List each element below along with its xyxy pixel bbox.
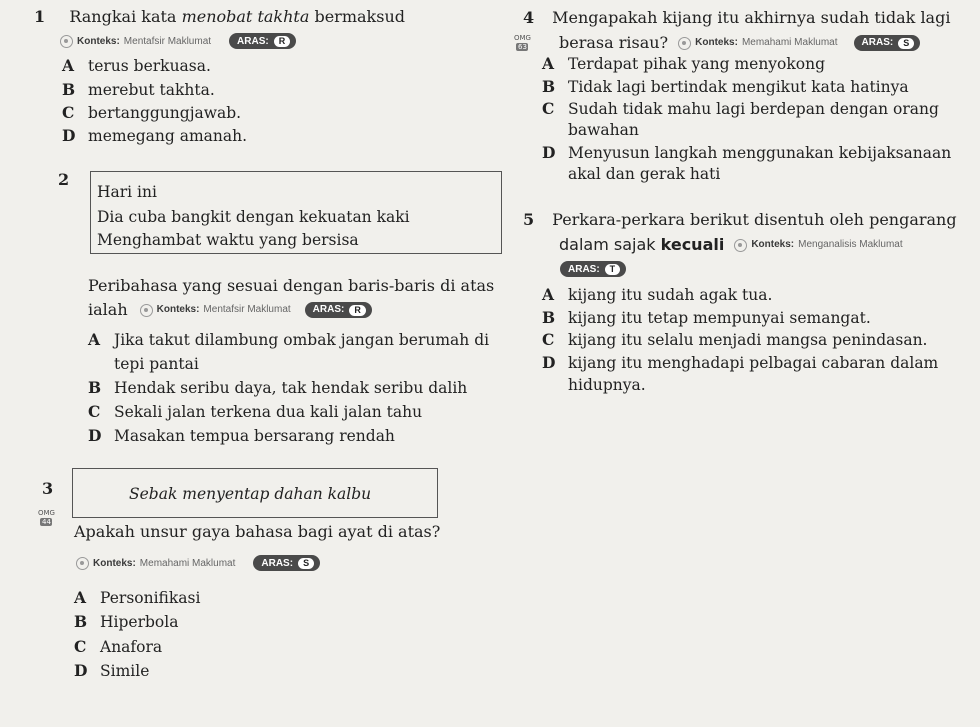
q2-poem-line-3: Menghambat waktu yang bersisa: [97, 231, 359, 249]
q2-number: 2: [58, 170, 70, 189]
q5-option-d-cont: hidupnya.: [568, 376, 646, 394]
context-icon: [678, 37, 691, 50]
q1-context: Konteks: Mentafsir Maklumat ARAS: R: [60, 33, 296, 49]
q1-aras-badge: ARAS: R: [229, 33, 296, 49]
q1-number: 1: [34, 7, 46, 26]
q4-option-d-cont: akal dan gerak hati: [568, 165, 721, 183]
q2-aras-badge: ARAS: R: [305, 302, 372, 318]
q5-context: Konteks: Menganalisis Maklumat: [734, 235, 902, 255]
context-icon: [140, 304, 153, 317]
q2-poem-line-1: Hari ini: [97, 183, 157, 201]
q2-context: Konteks: Mentafsir Maklumat ARAS: R: [140, 300, 372, 320]
q5-aras-badge: ARAS: T: [560, 261, 626, 277]
q1-option-d[interactable]: D memegang amanah.: [62, 126, 248, 145]
context-icon: [76, 557, 89, 570]
q2-option-a[interactable]: A Jika takut dilambung ombak jangan berumah di: [88, 330, 490, 349]
q4-option-c-cont: bawahan: [568, 121, 639, 139]
q2-stem-line-1: Peribahasa yang sesuai dengan baris-baris di atas: [88, 276, 495, 295]
q4-option-a[interactable]: A Terdapat pihak yang menyokong: [542, 54, 826, 73]
q3-stem: Apakah unsur gaya bahasa bagi ayat di atas?: [74, 522, 441, 541]
context-icon: [734, 239, 747, 252]
context-icon: [60, 35, 73, 48]
q3-option-c[interactable]: C Anafora: [74, 637, 163, 656]
q1-option-a[interactable]: A terus berkuasa.: [62, 56, 211, 75]
q4-context: Konteks: Memahami Maklumat ARAS: S: [678, 33, 920, 53]
q1-option-c[interactable]: C bertanggungjawab.: [62, 103, 242, 122]
q2-option-c[interactable]: C Sekali jalan terkena dua kali jalan tahu: [88, 402, 423, 421]
q4-side-mark: OMG 63: [514, 34, 531, 51]
q4-option-b[interactable]: B Tidak lagi bertindak mengikut kata hatinya: [542, 77, 909, 96]
q3-context: Konteks: Memahami Maklumat ARAS: S: [76, 555, 320, 571]
q5-stem-line-2: dalam sajak kecuali Konteks: Menganalisis Maklumat: [559, 235, 903, 254]
q1-stem: 1 Rangkai kata menobat takhta bermaksud: [34, 7, 405, 26]
q4-option-d[interactable]: D Menyusun langkah menggunakan kebijaksanaan: [542, 143, 952, 162]
q2-poem-line-2: Dia cuba bangkit dengan kekuatan kaki: [97, 208, 410, 226]
q2-option-a-cont: tepi pantai: [114, 355, 199, 373]
q4-stem-line-2: berasa risau? Konteks: Memahami Maklumat ARAS: S: [559, 33, 920, 53]
q3-option-b[interactable]: B Hiperbola: [74, 612, 179, 631]
q5-option-b[interactable]: B kijang itu tetap mempunyai semangat.: [542, 308, 871, 327]
q3-number: 3: [42, 479, 54, 498]
q4-stem-line-1: 4 Mengapakah kijang itu akhirnya sudah tidak lagi: [523, 8, 951, 27]
q3-side-mark: OMG 44: [38, 509, 55, 526]
q5-option-d[interactable]: D kijang itu menghadapi pelbagai cabaran dalam: [542, 353, 939, 372]
q5-option-c[interactable]: C kijang itu selalu menjadi mangsa penindasan.: [542, 330, 928, 349]
q4-aras-badge: ARAS: S: [854, 35, 921, 51]
q3-option-d[interactable]: D Simile: [74, 661, 150, 680]
q2-stem-line-2: ialah Konteks: Mentafsir Maklumat ARAS: R: [88, 300, 372, 320]
q1-option-b[interactable]: B merebut takhta.: [62, 80, 215, 99]
q3-aras-badge: ARAS: S: [253, 555, 320, 571]
q2-option-d[interactable]: D Masakan tempua bersarang rendah: [88, 426, 395, 445]
q4-option-c[interactable]: C Sudah tidak mahu lagi berdepan dengan orang: [542, 99, 939, 118]
q2-option-b[interactable]: B Hendak seribu daya, tak hendak seribu dalih: [88, 378, 468, 397]
q3-option-a[interactable]: A Personifikasi: [74, 588, 201, 607]
q5-stem-line-1: 5 Perkara-perkara berikut disentuh oleh pengarang: [523, 210, 957, 229]
q5-option-a[interactable]: A kijang itu sudah agak tua.: [542, 285, 773, 304]
q3-poem-line: Sebak menyentap dahan kalbu: [129, 485, 372, 503]
